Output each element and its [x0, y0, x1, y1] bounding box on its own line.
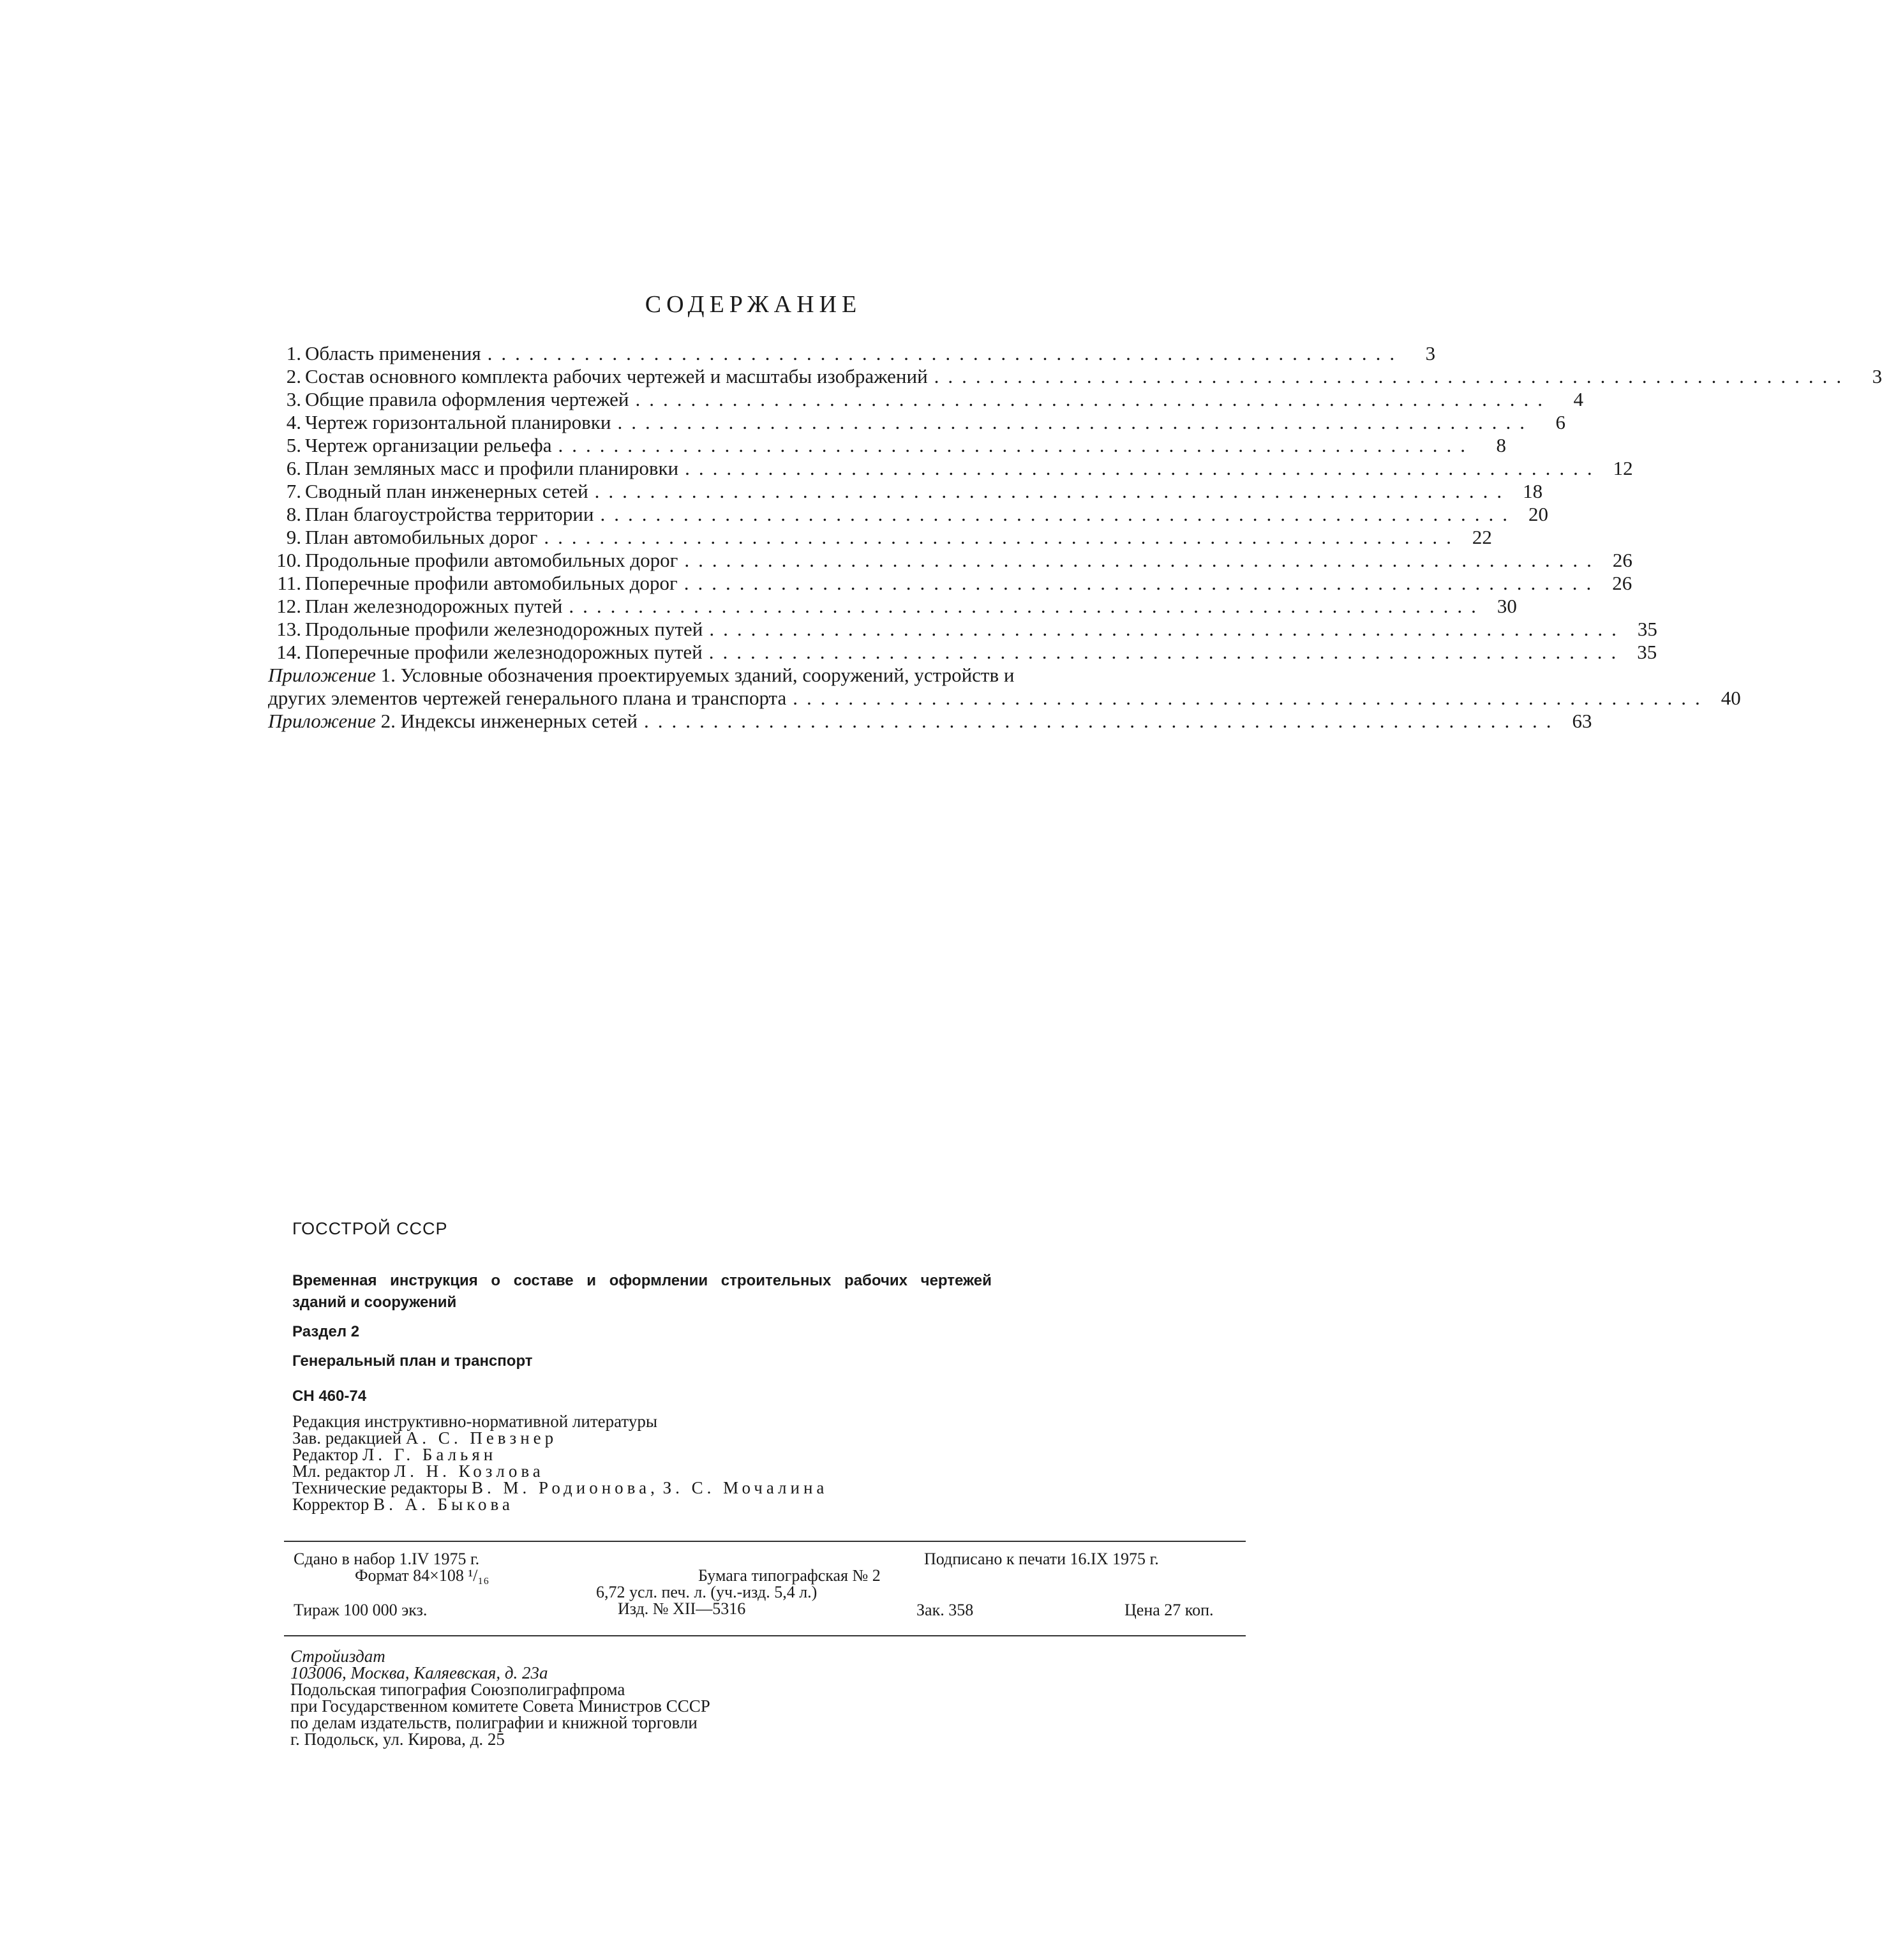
toc-item — [268, 457, 1633, 480]
toc-item-text: План благоустройства территории — [305, 503, 594, 525]
toc-item — [268, 641, 1657, 664]
publication-number: Изд. № XII—5316 — [618, 1599, 746, 1618]
format: Формат 84×108 ¹/₁₆ — [355, 1566, 489, 1585]
print-run: Тираж 100 000 экз. — [294, 1601, 428, 1619]
document-code: СН 460-74 — [292, 1388, 367, 1405]
toc-item-text: Сводный план инженерных сетей — [305, 480, 588, 502]
toc-item-text: Общие правила оформления чертежей — [305, 388, 629, 410]
toc-item — [268, 342, 1436, 365]
toc-item-text: Поперечные профили железнодорожных путей — [305, 641, 703, 663]
toc-item — [268, 503, 1548, 526]
toc-item-number: 10. — [276, 549, 301, 571]
toc-appendix-1-cont — [268, 687, 1741, 710]
publisher-address: 103006, Москва, Каляевская, д. 23а — [290, 1663, 548, 1682]
toc-item-number: 4. — [286, 411, 301, 433]
toc-item-page: 40 — [1721, 687, 1741, 709]
toc-item-number: 2. — [286, 365, 301, 387]
leader-dots: .................................................................. — [934, 365, 1851, 387]
toc-item-text: Чертеж организации рельефа — [305, 434, 552, 456]
toc-item-text: Продольные профили железнодорожных путей — [305, 618, 703, 640]
leader-dots: .................................................................. — [684, 549, 1601, 571]
toc-item-page: 12 — [1613, 457, 1633, 479]
leader-dots: .................................................................. — [709, 618, 1625, 640]
leader-dots: .................................................................. — [617, 411, 1534, 433]
toc-item-number: 11. — [277, 572, 301, 594]
toc-item-page: 30 — [1497, 595, 1517, 617]
toc-item-number: 8. — [286, 503, 301, 525]
editorial-staff — [292, 1413, 828, 1513]
staff-name: З. С. Мочалина — [662, 1478, 828, 1497]
toc-item — [268, 618, 1657, 641]
toc-item-number: 14. — [276, 641, 301, 663]
toc-item — [268, 434, 1507, 457]
staff-name: В. М. Родионова, — [471, 1478, 659, 1497]
staff-role: Редактор — [292, 1445, 359, 1464]
toc-item-page: 6 — [1555, 411, 1565, 433]
organization: ГОССТРОЙ СССР — [292, 1219, 448, 1238]
document-title-line: зданий и сооружений — [292, 1294, 457, 1311]
staff-role: Мл. редактор — [292, 1462, 391, 1481]
staff-line — [292, 1430, 828, 1446]
leader-dots: .................................................................. — [685, 457, 1601, 479]
toc-item-number: 6. — [286, 457, 301, 479]
appendix-text: других элементов чертежей генерального плана и транспорта — [268, 687, 787, 709]
toc-item-number: 12. — [276, 595, 301, 617]
printer-line: при Государственном комитете Совета Министров СССР — [290, 1696, 710, 1716]
toc-item-page: 26 — [1612, 572, 1632, 594]
section-label: Раздел 2 — [292, 1323, 360, 1340]
toc-item — [268, 365, 1882, 388]
toc-item-text: Состав основного комплекта рабочих чертежей и масштабы изображений — [305, 365, 928, 387]
staff-line — [292, 1463, 828, 1479]
appendix-text: 2. Индексы инженерных сетей — [375, 710, 638, 732]
toc-item — [268, 411, 1565, 434]
appendix-text: 1. Условные обозначения проектируемых зданий, сооружений, устройств и — [375, 664, 1015, 686]
sheets: 6,72 усл. печ. л. (уч.-изд. 5,4 л.) — [596, 1583, 818, 1601]
toc-item-text: Область применения — [305, 342, 481, 364]
editorial-dept: Редакция инструктивно-нормативной литературы — [292, 1412, 657, 1431]
toc-item — [268, 595, 1517, 618]
toc-item-number: 9. — [286, 526, 301, 548]
leader-dots: .................................................................. — [558, 434, 1475, 456]
leader-dots: .................................................................. — [635, 388, 1551, 410]
leader-dots: .................................................................. — [594, 480, 1511, 502]
divider — [284, 1635, 1246, 1636]
staff-name: Л. Г. Бальян — [362, 1445, 497, 1464]
leader-dots: .................................................................. — [683, 572, 1601, 594]
price: Цена 27 коп. — [1124, 1601, 1214, 1619]
order-number: Зак. 358 — [916, 1601, 974, 1619]
toc-item-number: 5. — [286, 434, 301, 456]
printer-line: по делам издательств, полиграфии и книжной торговли — [290, 1713, 698, 1732]
toc-item-page: 22 — [1472, 526, 1492, 548]
table-of-contents — [268, 342, 1882, 733]
staff-name: В. А. Быкова — [373, 1495, 514, 1514]
submitted-date: Сдано в набор 1.IV 1975 г. — [294, 1550, 480, 1568]
staff-line — [292, 1479, 828, 1496]
toc-item-number: 7. — [286, 480, 301, 502]
printer-line: Подольская типография Союзполиграфпрома — [290, 1680, 625, 1699]
staff-line — [292, 1446, 828, 1463]
staff-line — [292, 1496, 828, 1513]
toc-item-page: 8 — [1496, 434, 1507, 456]
toc-item — [268, 549, 1632, 572]
leader-dots: .................................................................. — [708, 641, 1625, 663]
leader-dots: .................................................................. — [487, 342, 1404, 364]
staff-role: Корректор — [292, 1495, 370, 1514]
toc-item — [268, 388, 1583, 411]
appendix-label: Приложение — [268, 710, 376, 732]
toc-item-page: 18 — [1523, 480, 1543, 502]
toc-item — [268, 526, 1492, 549]
toc-item-text: Поперечные профили автомобильных дорог — [305, 572, 678, 594]
staff-role: Зав. редакцией — [292, 1428, 402, 1448]
toc-item-page: 4 — [1573, 388, 1583, 410]
appendix-label: Приложение — [268, 664, 376, 686]
toc-item-page: 26 — [1612, 549, 1632, 571]
paper: Бумага типографская № 2 — [698, 1566, 881, 1585]
leader-dots: .................................................................. — [600, 503, 1516, 525]
toc-appendix-1 — [268, 664, 1260, 687]
section-subject: Генеральный план и транспорт — [292, 1352, 533, 1370]
toc-item — [268, 572, 1632, 595]
toc-item-text: План земляных масс и профили планировки — [305, 457, 679, 479]
toc-item-page: 35 — [1637, 641, 1657, 663]
toc-item-page: 35 — [1637, 618, 1657, 640]
leader-dots: .................................................................. — [793, 687, 1709, 709]
leader-dots: .................................................................. — [644, 710, 1560, 732]
toc-item-page: 20 — [1528, 503, 1548, 525]
toc-item-text: Чертеж горизонтальной планировки — [305, 411, 611, 433]
signed-date: Подписано к печати 16.IX 1975 г. — [924, 1550, 1159, 1568]
toc-item-page: 3 — [1425, 342, 1436, 364]
publisher-info — [290, 1648, 710, 1747]
toc-appendix-2 — [268, 710, 1592, 733]
document-title — [292, 1270, 1122, 1313]
toc-item-page: 3 — [1872, 365, 1882, 387]
toc-item-text: План автомобильных дорог — [305, 526, 538, 548]
toc-item-number: 3. — [286, 388, 301, 410]
printer-line: г. Подольск, ул. Кирова, д. 25 — [290, 1730, 505, 1749]
toc-title: СОДЕРЖАНИЕ — [645, 291, 862, 318]
leader-dots: .................................................................. — [569, 595, 1485, 617]
staff-role: Технические редакторы — [292, 1478, 468, 1497]
divider — [284, 1541, 1246, 1542]
toc-item-text: План железнодорожных путей — [305, 595, 563, 617]
staff-name: Л. Н. Козлова — [394, 1462, 544, 1481]
toc-item — [268, 480, 1543, 503]
leader-dots: .................................................................. — [544, 526, 1460, 548]
toc-item-page: 63 — [1572, 710, 1592, 732]
document-title-line: Временная инструкция о составе и оформлении строительных рабочих чертежей — [292, 1272, 992, 1289]
staff-name: А. С. Певзнер — [405, 1428, 558, 1448]
publisher-name: Стройиздат — [290, 1647, 385, 1666]
toc-item-number: 1. — [286, 342, 301, 364]
toc-item-text: Продольные профили автомобильных дорог — [305, 549, 678, 571]
toc-item-number: 13. — [276, 618, 301, 640]
